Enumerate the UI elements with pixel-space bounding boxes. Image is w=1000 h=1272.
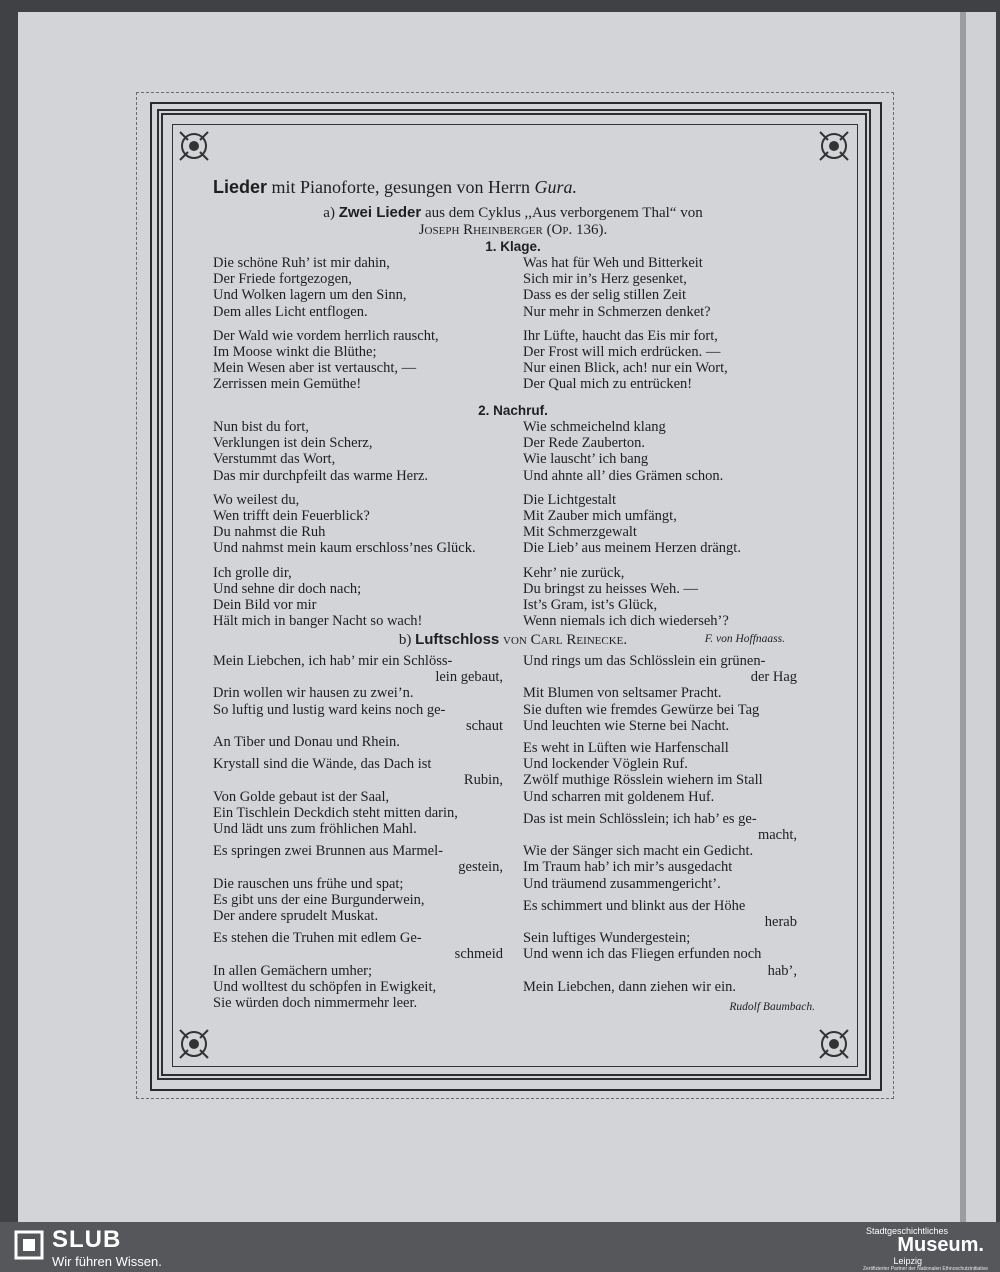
song-author: Rudolf Baumbach. (729, 1001, 815, 1014)
right-column (523, 419, 823, 629)
verse-line: Und ahnte all’ dies Grämen schon. (523, 467, 724, 484)
verse-line: Und wolltest du schöpfen in Ewigkeit, (213, 978, 437, 995)
verse-line: An Tiber und Donau und Rhein. (213, 734, 400, 751)
verse-line: Zerrissen mein Gemüthe! (213, 376, 362, 393)
left-column (213, 255, 513, 393)
verse-line: Wie der Sänger sich macht ein Gedicht. (523, 843, 754, 860)
verse-line: schaut (465, 717, 503, 734)
verse-line: Und wenn ich das Fliegen erfunden noch (523, 946, 762, 963)
verse-line: In allen Gemächern umher; (213, 962, 373, 979)
verse-line: Der Qual mich zu entrücken! (523, 376, 693, 393)
part-a-heading (213, 204, 813, 239)
verse-line: Und nahmst mein kaum erschloss’nes Glück. (213, 540, 476, 557)
verse-line: Wenn niemals ich dich wiederseh’? (523, 613, 729, 630)
verse-line: Du bringst zu heisses Weh. — (523, 580, 698, 597)
slub-tagline: Wir führen Wissen. (52, 1254, 162, 1269)
verse-line: Wen trifft dein Feuerblick? (213, 508, 370, 525)
verse-line: Das mir durchpfeilt das warme Herz. (213, 467, 429, 484)
verse-line: Nun bist du fort, (213, 419, 309, 435)
corner-ornament-icon (176, 128, 212, 164)
verse-line: Die Lieb’ aus meinem Herzen drängt. (523, 540, 741, 557)
verse-line: Hält mich in banger Nacht so wach! (213, 613, 423, 630)
footer-bar (0, 1222, 1000, 1272)
stanza (523, 811, 823, 892)
stanza (213, 492, 513, 557)
slub-name: SLUB (52, 1226, 122, 1253)
right-column (523, 653, 823, 1013)
verse-line: Ein Tischlein Deckdich steht mitten darin, (213, 804, 458, 821)
part-a-text: aus dem Cyklus ,,Aus verborgenem Thal“ von (421, 205, 703, 221)
verse-line: Der andere sprudelt Muskat. (213, 908, 379, 925)
verse-line: Das ist mein Schlösslein; ich hab’ es ge- (523, 810, 757, 827)
stanza (523, 419, 823, 484)
verse-line: Sie duften wie fremdes Gewürze bei Tag (523, 701, 760, 718)
part-a-prefix: a) (323, 205, 339, 221)
title-strong: Lieder (213, 177, 268, 197)
verse-line: macht, (757, 827, 797, 844)
verse-line: herab (764, 914, 797, 931)
verse-line: Der Friede fortgezogen, (213, 271, 352, 288)
part-b-strong: Luftschloss (415, 631, 500, 648)
verse-line: Sich mir in’s Herz gesenket, (523, 271, 687, 288)
program-text (213, 176, 813, 1013)
verse-line: Die Lichtgestalt (523, 491, 617, 508)
verse-line: Es stehen die Truhen mit edlem Ge- (213, 930, 422, 947)
song2-author: F. von Hoffnaass. (704, 633, 785, 645)
museum-name: Museum. (897, 1234, 984, 1256)
part-b-heading (213, 631, 813, 649)
verse-line: Es schimmert und blinkt aus der Höhe (523, 897, 746, 914)
verse-line: Mit Zauber mich umfängt, (523, 508, 677, 525)
verse-line: Ich grolle dir, (213, 564, 292, 581)
verse-line: Mein Liebchen, dann ziehen wir ein. (523, 978, 736, 995)
stanza (523, 565, 823, 630)
verse-line: Und leuchten wie Sterne bei Nacht. (523, 717, 730, 734)
verse-line: gestein, (458, 859, 503, 876)
stanza (523, 653, 823, 734)
song2-heading: 2. Nachruf. (478, 403, 548, 418)
verse-line: Mein Liebchen, ich hab’ mir ein Schlöss- (213, 653, 453, 669)
verse-line: Wie lauscht’ ich bang (523, 451, 649, 468)
stanza (213, 255, 513, 320)
stanza (213, 653, 513, 750)
verse-line: Und träumend zusammengericht’. (523, 875, 721, 892)
stanza (213, 756, 513, 837)
stanza (213, 565, 513, 630)
verse-line: Drin wollen wir hausen zu zwei’n. (213, 685, 414, 702)
song3-poem (213, 653, 813, 1013)
verse-line: Und scharren mit goldenem Huf. (523, 788, 715, 805)
composer-rheinberger: Joseph Rheinberger (Op. 136). (418, 222, 608, 238)
stanza (523, 492, 823, 557)
verse-line: Verklungen ist dein Scherz, (213, 435, 373, 452)
verse-line: Und lädt uns zum fröhlichen Mahl. (213, 821, 417, 838)
verse-line: Ihr Lüfte, haucht das Eis mir fort, (523, 327, 718, 344)
museum-city: Leipzig (893, 1256, 922, 1266)
verse-line: Dein Bild vor mir (213, 597, 317, 614)
corner-ornament-icon (816, 1026, 852, 1062)
composer-reinecke: von Carl Reinecke. (499, 632, 628, 648)
verse-line: Und rings um das Schlösslein ein grünen- (523, 653, 766, 669)
stanza (523, 740, 823, 805)
verse-line: Die rauschen uns frühe und spat; (213, 875, 404, 892)
verse-line: So luftig und lustig ward keins noch ge- (213, 701, 446, 718)
slub-logo-icon (14, 1230, 44, 1260)
verse-line: Es weht in Lüften wie Harfenschall (523, 740, 729, 757)
right-column (523, 255, 823, 393)
verse-line: Sein luftiges Wundergestein; (523, 930, 691, 947)
verse-line: Der Wald wie vordem herrlich rauscht, (213, 327, 439, 344)
verse-line: hab’, (767, 962, 797, 979)
verse-line: Sie würden doch nimmermehr leer. (213, 995, 418, 1012)
verse-line: Und lockender Vöglein Ruf. (523, 756, 688, 773)
verse-line: Rubin, (463, 772, 503, 789)
verse-line: Nur mehr in Schmerzen denket? (523, 303, 711, 320)
verse-line: Was hat für Weh und Bitterkeit (523, 255, 703, 271)
stanza (213, 930, 513, 1011)
verse-line: Wo weilest du, (213, 491, 300, 508)
stanza (213, 843, 513, 924)
verse-line: Mein Wesen aber ist vertauscht, — (213, 360, 417, 377)
verse-line: Von Golde gebaut ist der Saal, (213, 788, 390, 805)
verse-line: Nur einen Blick, ach! nur ein Wort, (523, 360, 728, 377)
singer-name: Gura. (534, 177, 577, 197)
verse-line: Mit Schmerzgewalt (523, 524, 637, 541)
program-title (213, 176, 813, 198)
verse-line: Ist’s Gram, ist’s Glück, (523, 597, 658, 614)
verse-line: lein gebaut, (435, 669, 503, 686)
verse-line: der Hag (750, 669, 797, 686)
verse-line: schmeid (454, 946, 503, 963)
verse-line: Im Traum hab’ ich mir’s ausgedacht (523, 859, 733, 876)
verse-line: Es gibt uns der eine Burgunderwein, (213, 891, 425, 908)
verse-line: Verstummt das Wort, (213, 451, 336, 468)
verse-line: Und Wolken lagern um den Sinn, (213, 287, 407, 304)
title-rest: mit Pianoforte, gesungen von Herrn (267, 177, 535, 197)
stanza (213, 328, 513, 393)
stanza (523, 898, 823, 995)
verse-line: Dass es der selig stillen Zeit (523, 287, 687, 304)
song1-poem (213, 255, 813, 397)
verse-line: Mit Blumen von seltsamer Pracht. (523, 685, 722, 702)
stanza (523, 255, 823, 320)
corner-ornament-icon (176, 1026, 212, 1062)
left-column (213, 419, 513, 629)
stanza (213, 419, 513, 484)
part-a-strong: Zwei Lieder (338, 204, 422, 221)
stanza (523, 328, 823, 393)
next-page-edge (966, 12, 996, 1222)
verse-line: Und sehne dir doch nach; (213, 580, 362, 597)
song1-heading: 1. Klage. (485, 239, 541, 254)
corner-ornament-icon (816, 128, 852, 164)
verse-line: Die schöne Ruh’ ist mir dahin, (213, 255, 390, 271)
verse-line: Der Rede Zauberton. (523, 435, 645, 452)
verse-line: Krystall sind die Wände, das Dach ist (213, 756, 432, 773)
museum-note: Zertifizierter Partner der Nationalen Ethnoschutzinitiative (862, 1266, 988, 1272)
song2-poem (213, 419, 813, 631)
verse-line: Wie schmeichelnd klang (523, 419, 666, 435)
verse-line: Kehr’ nie zurück, (523, 564, 625, 581)
verse-line: Es springen zwei Brunnen aus Marmel- (213, 843, 443, 860)
verse-line: Zwölf muthige Rösslein wiehern im Stall (523, 772, 763, 789)
verse-line: Der Frost will mich erdrücken. — (523, 344, 721, 361)
part-b-prefix: b) (398, 632, 416, 648)
verse-line: Im Moose winkt die Blüthe; (213, 344, 377, 361)
verse-line: Du nahmst die Ruh (213, 524, 326, 541)
verse-line: Dem alles Licht entflogen. (213, 303, 368, 320)
left-column (213, 653, 513, 1011)
museum-top: Stadtgeschichtliches (865, 1226, 948, 1236)
